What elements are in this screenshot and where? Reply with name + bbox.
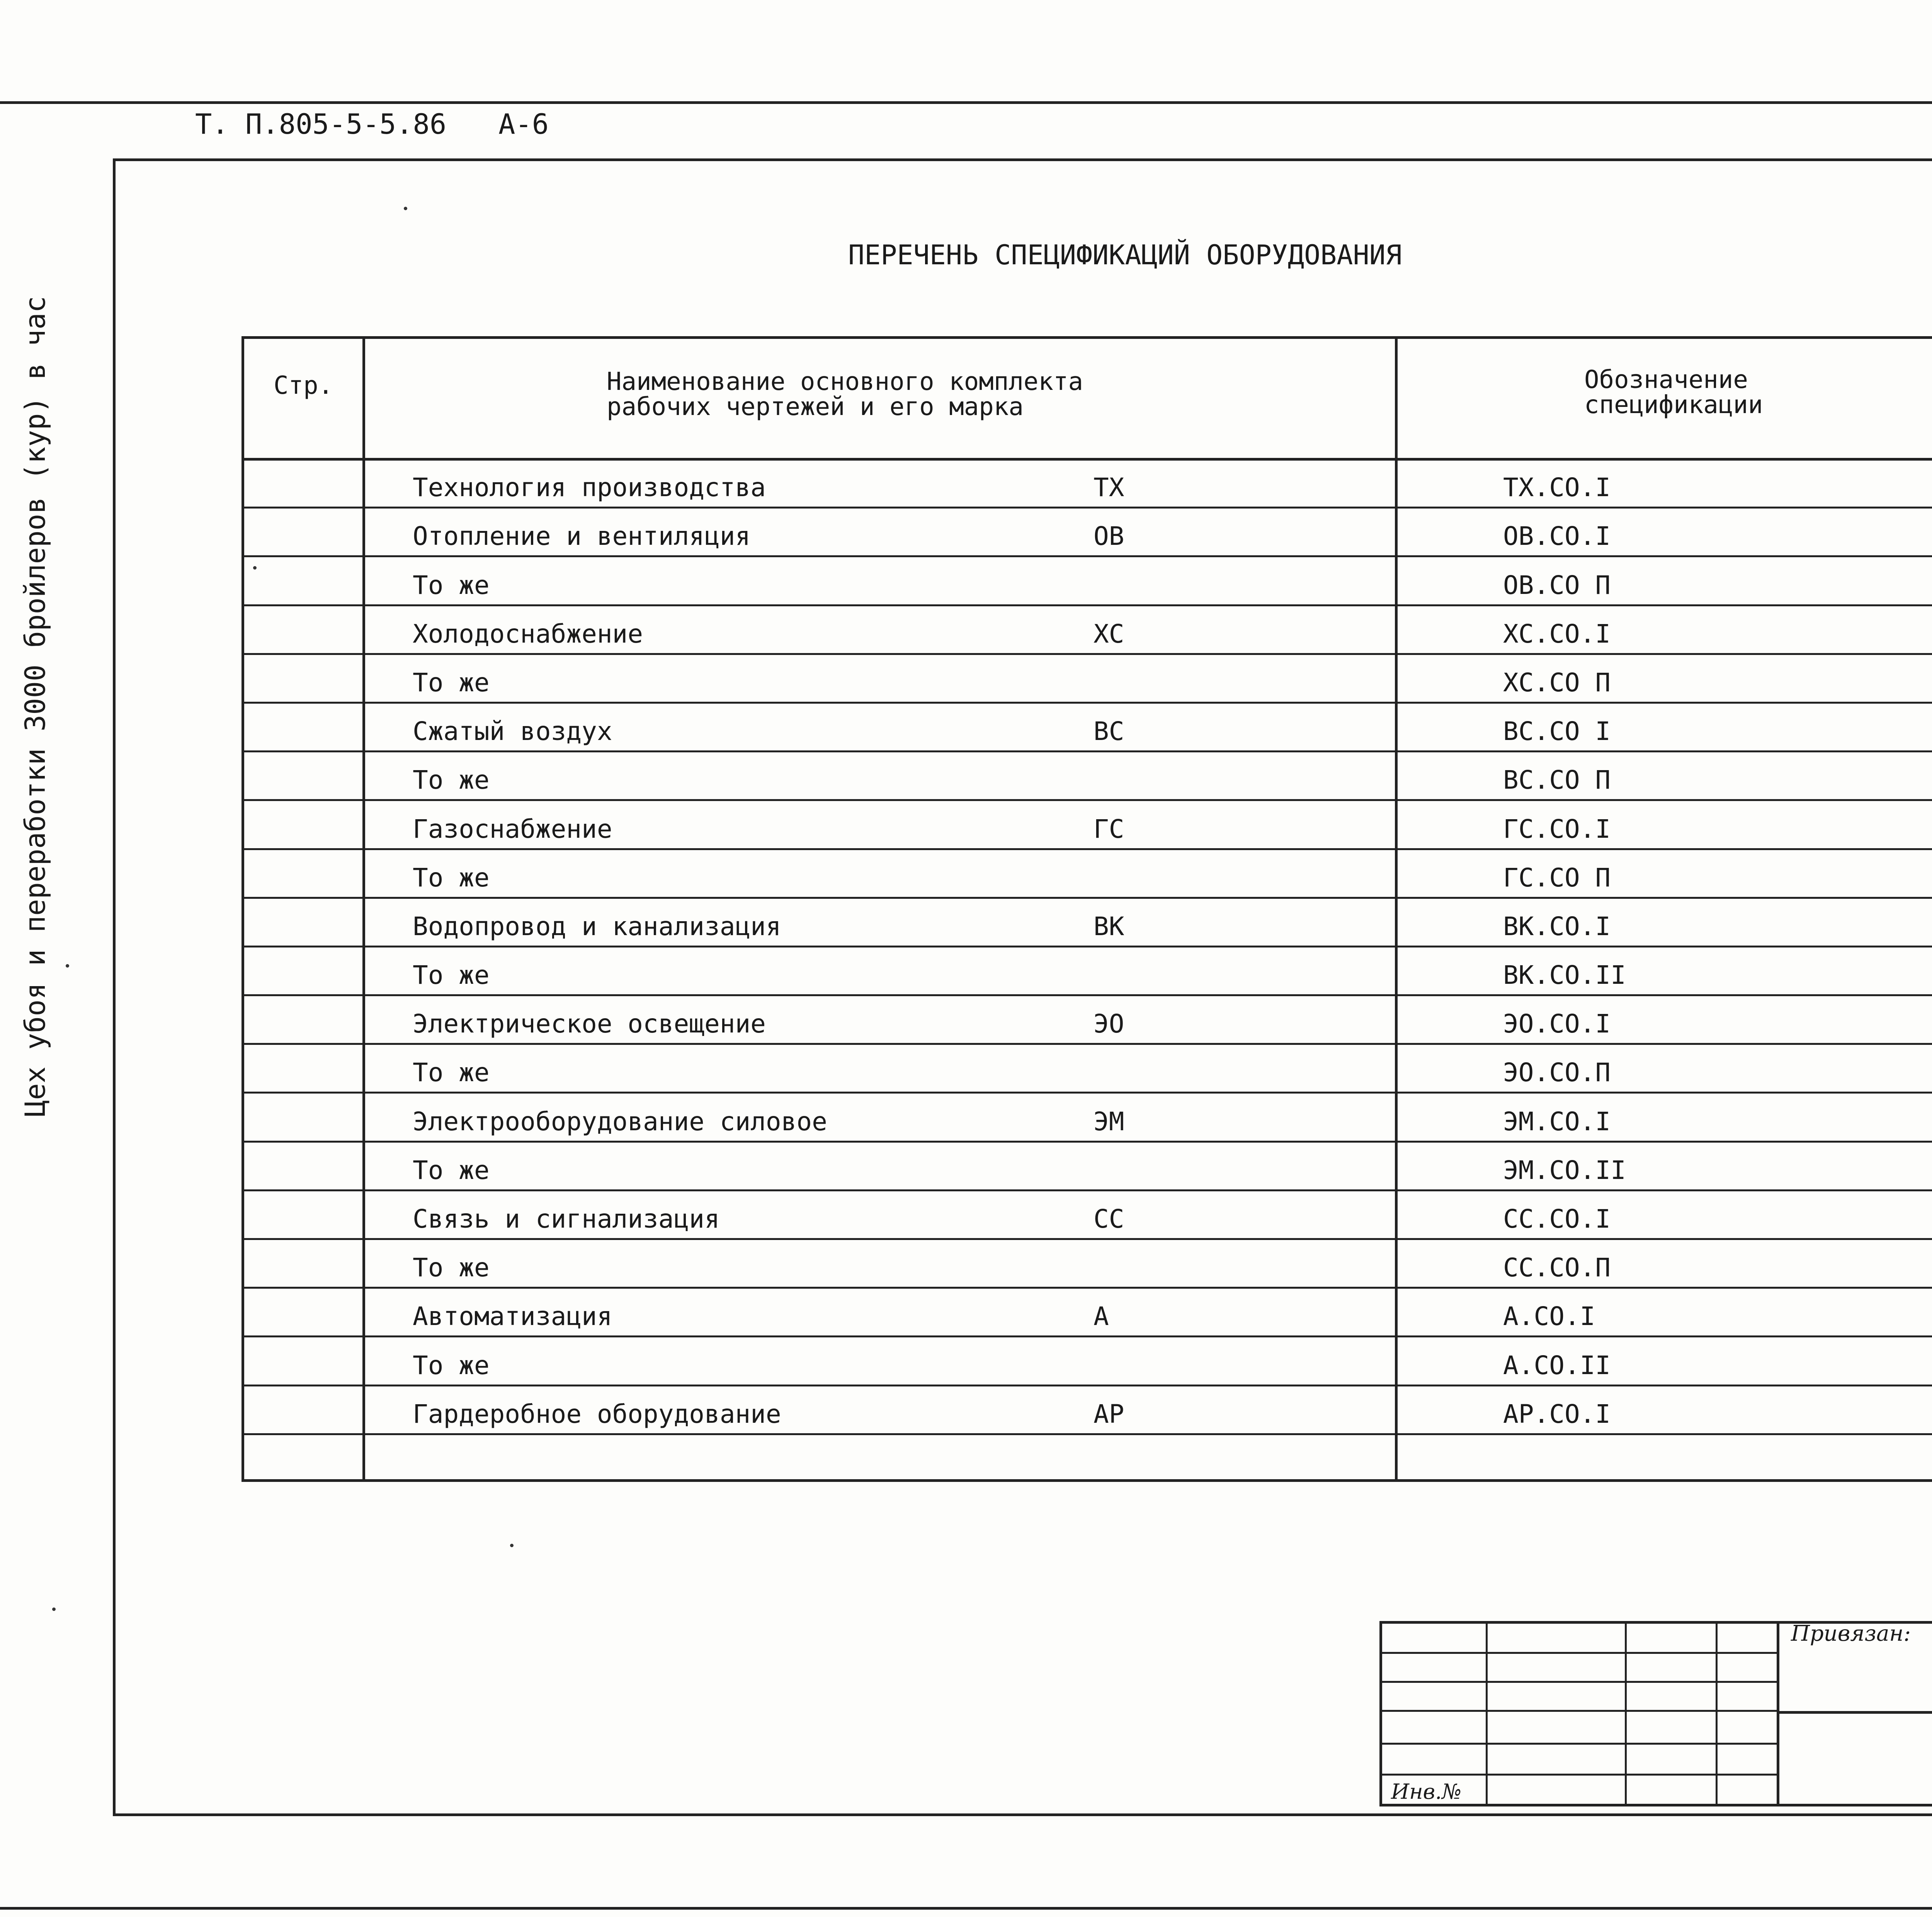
row-name: То же [413, 960, 490, 990]
row-name: Электрооборудование силовое [413, 1107, 827, 1136]
header-designation-line2: спецификации [1584, 391, 1763, 419]
stamp-grid-col-1 [1486, 1621, 1488, 1806]
stamp-grid-col-3 [1716, 1621, 1718, 1806]
title-block [1379, 1621, 1932, 1806]
row-name: Автоматизация [413, 1301, 612, 1331]
row-name: Сжатый воздух [413, 716, 612, 746]
stamp-grid-row-3 [1379, 1710, 1777, 1712]
document-code: Т. П.805-5-5.86 [195, 108, 447, 140]
scan-speck [404, 207, 407, 210]
row-mark: ВК [1094, 912, 1124, 941]
row-name: Холодоснабжение [413, 619, 643, 649]
row-name: То же [413, 1155, 490, 1185]
row-mark: А [1094, 1301, 1109, 1331]
row-mark: ГС [1094, 814, 1124, 844]
row-spec: ВС.СО I [1503, 716, 1611, 746]
scan-speck [52, 1607, 56, 1611]
stamp-grid-row-2 [1379, 1681, 1777, 1683]
row-spec: ВС.СО П [1503, 765, 1611, 795]
row-spec: ОВ.СО П [1503, 570, 1611, 600]
row-name: Газоснабжение [413, 814, 612, 844]
header-designation-line1: Обозначение [1584, 366, 1748, 394]
row-spec: А.СО.II [1503, 1351, 1611, 1380]
stamp-grid-row-1 [1379, 1652, 1777, 1654]
drawing-frame [113, 158, 1932, 1816]
sheet-bottom-edge [0, 1907, 1932, 1910]
row-name: То же [413, 863, 490, 893]
row-name: Связь и сигнализация [413, 1204, 720, 1234]
row-mark: ВС [1094, 716, 1124, 746]
header-name-line2: рабочих чертежей и его марка [607, 393, 1024, 421]
row-spec: АР.СО.I [1503, 1399, 1611, 1429]
scan-speck [66, 964, 69, 968]
row-mark: ТХ [1094, 473, 1124, 502]
row-spec: СС.СО.П [1503, 1253, 1611, 1283]
row-spec: ГС.СО П [1503, 863, 1611, 893]
row-spec: ВК.СО.I [1503, 912, 1611, 941]
row-spec: ЭМ.СО.II [1503, 1155, 1626, 1185]
stamp-grid-row-4 [1379, 1743, 1777, 1745]
row-spec: А.СО.I [1503, 1301, 1595, 1331]
row-name: Гардеробное оборудование [413, 1399, 781, 1429]
row-name: То же [413, 1351, 490, 1380]
stamp-grid-col-2 [1625, 1621, 1627, 1806]
bound-label: Привязан: [1791, 1621, 1911, 1646]
scan-speck [253, 566, 257, 570]
row-mark: АР [1094, 1399, 1124, 1429]
row-spec: СС.СО.I [1503, 1204, 1611, 1234]
row-spec: ТХ.СО.I [1503, 473, 1611, 502]
row-spec: ЭО.СО.П [1503, 1058, 1611, 1087]
header-name-line1: Наименование основного комплекта [607, 367, 1083, 396]
row-spec: ХС.СО П [1503, 668, 1611, 697]
row-name: То же [413, 668, 490, 697]
page-title: ПЕРЕЧЕНЬ СПЕЦИФИКАЦИЙ ОБОРУДОВАНИЯ [848, 239, 1402, 271]
row-name: Технология производства [413, 473, 766, 502]
stamp-grid-row-5 [1379, 1774, 1777, 1776]
row-spec: ЭМ.СО.I [1503, 1107, 1611, 1136]
row-name: Водопровод и канализация [413, 912, 781, 941]
row-mark: ЭО [1094, 1009, 1124, 1039]
album-label: А-6 [498, 108, 549, 140]
row-mark: СС [1094, 1204, 1124, 1234]
row-name: Электрическое освещение [413, 1009, 766, 1039]
sheet-top-edge [0, 101, 1932, 104]
side-caption: Цех убоя и переработки 3000 бройлеров (кур) в час [19, 296, 51, 1117]
row-name: То же [413, 1058, 490, 1087]
inventory-label: Инв.№ [1391, 1779, 1462, 1804]
row-mark: ЭМ [1094, 1107, 1124, 1136]
row-spec: ХС.СО.I [1503, 619, 1611, 649]
row-name: То же [413, 765, 490, 795]
row-spec: ВК.СО.II [1503, 960, 1626, 990]
row-mark: ОВ [1094, 521, 1124, 551]
title-block-mid-rule [1777, 1711, 1932, 1714]
row-spec: ЭО.СО.I [1503, 1009, 1611, 1039]
row-name: То же [413, 1253, 490, 1283]
row-name: То же [413, 570, 490, 600]
title-block-divider [1777, 1621, 1779, 1806]
row-mark: ХС [1094, 619, 1124, 649]
header-page: Стр. [274, 371, 333, 400]
row-name: Отопление и вентиляция [413, 521, 751, 551]
scan-speck [510, 1544, 514, 1547]
row-spec: ОВ.СО.I [1503, 521, 1611, 551]
row-spec: ГС.СО.I [1503, 814, 1611, 844]
